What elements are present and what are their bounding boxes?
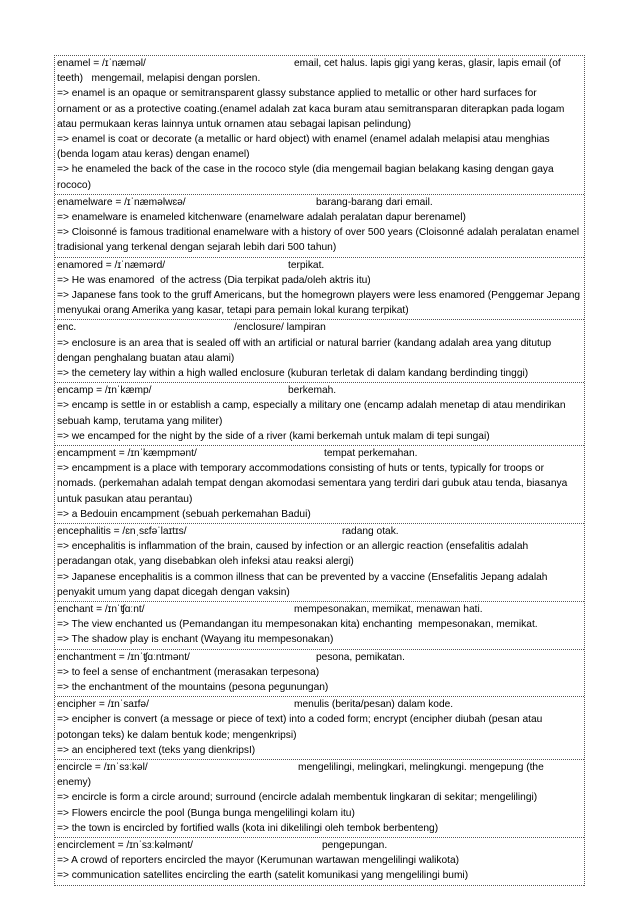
entry-header [57,602,582,617]
entry-definition: menulis (berita/pesan) dalam kode. [294,699,454,711]
entry-term: encirclement = /ɪnˈsɜːkəlmənt/ [57,839,193,851]
entry-term: enamored = /ɪˈnæmərd/ [57,259,166,271]
entry-header [57,524,582,539]
entry-example-line: => the town is encircled by fortified walls (kota ini dikelilingi oleh tembok berbenteng) [57,822,439,834]
entry-example-line: => enamel is coat or decorate (a metallic or hard object) with enamel (enamel adalah melapisi atau menghias (benda logam atau keras) dengan enamel) [57,134,553,161]
entry-example-line: => enclosure is an area that is sealed off with an artificial or natural barrier (kandang adalah area yang ditutup dengan penghalang buatan atau alami) [57,337,555,364]
entry-example-line: => encampment is a place with temporary accommodations consisting of huts or tents, typically for troops or nomads. (perkemahan adalah tempat dengan akomodasi sementara yang terdiri dari gubuk atau tenda, biasanya untuk pasukan atau perantau) [57,463,571,505]
dictionary-entry [55,760,584,838]
entry-example-line: => the cemetery lay within a high walled enclosure (kuburan terletak di dalam kandang berdinding tinggi) [57,368,529,379]
entry-term: encamp = /ɪnˈkæmp/ [57,385,152,397]
entry-example-line: => encamp is settle in or establish a camp, especially a military one (encamp adalah menetap di atau mendirikan sebuah kamp, terutama yang militer) [57,400,569,427]
entry-example-line: => Japanese encephalitis is a common illness that can be prevented by a vaccine (Ensefalitis Jepang adalah penyakit umum yang dapat dicegah dengan vaksin) [57,571,551,598]
dictionary-entry [55,56,584,195]
entry-header [57,56,582,71]
dictionary-entry [55,446,584,524]
entry-definition: /enclosure/ lampiran [234,322,326,334]
entry-example-line: => Cloisonné is famous traditional enamelware with a history of over 500 years (Cloisonné adalah peralatan enamel tradisional yang terkenal dengan sejarah lebih dari 500 tahun) [57,227,582,254]
entry-example-line: => a Bedouin encampment (sebuah perkemahan Badui) [57,508,311,520]
entry-example-line: => an enciphered text (teks yang dienkripsI) [57,744,256,756]
entry-definition: radang otak. [342,526,399,537]
entry-header [57,697,582,712]
entry-definition-continued: enemy) [57,777,91,789]
dictionary-entry [55,258,584,321]
entry-term: encircle = /ɪnˈsɜːkəl/ [57,761,148,773]
dictionary-entry [55,602,584,650]
dictionary-entry [55,383,584,446]
entry-header [57,650,582,665]
dictionary-entry [55,697,584,760]
entry-definition: mengelilingi, melingkari, melingkungi. mengepung (the [298,761,544,773]
entry-term: enc. [57,322,77,334]
entry-term: enchantment = /ɪnˈʧɑːntmənt/ [57,651,190,663]
entry-example-line: => to feel a sense of enchantment (merasakan terpesona) [57,666,320,678]
dictionary-entry [55,838,584,886]
dictionary-entry [55,524,584,602]
entry-example-line: => we encamped for the night by the side of a river (kami berkemah untuk malam di tepi sungai) [57,430,490,442]
entry-term: encipher = /ɪnˈsaɪfə/ [57,699,149,711]
entry-definition: email, cet halus. lapis gigi yang keras, glasir, lapis email (of [294,58,561,69]
entry-term: encephalitis = /ɛnˌsɛfəˈlaɪtɪs/ [57,526,187,537]
entry-example-line: => enamel is an opaque or semitransparent glassy substance applied to metallic or other hard surfaces for ornament or as a protective coating.(enamel adalah zat kaca buram atau semitransparan diterapkan pada logam atau permukaan keras lainnya untuk ornamen atau sebagai lapisan pelindung) [57,88,568,130]
entry-definition-continued: teeth) mengemail, melapisi dengan porslen. [57,73,261,85]
entry-example-line: => The shadow play is enchant (Wayang itu mempesonakan) [57,634,334,646]
dictionary-page [54,55,585,886]
entry-header [57,838,582,853]
entry-definition: tempat perkemahan. [324,448,418,459]
entry-example-line: => communication satellites encircling the earth (satelit komunikasi yang mengelilingi bumi) [57,870,469,882]
entry-example-line: => The view enchanted us (Pemandangan itu mempesonakan kita) enchanting mempesonakan, memikat. [57,619,538,631]
dictionary-entry [55,320,584,383]
entry-example-line: => Japanese fans took to the gruff Americans, but the homegrown players were less enamored (Penggemar Jepang menyukai orang Amerika yang kasar, tetapi para pemain lokal kurang terpikat) [57,290,583,317]
entry-example-line: => the enchantment of the mountains (pesona pegunungan) [57,681,329,693]
dictionary-entry [55,195,584,258]
dictionary-entry [55,650,584,698]
entry-example-line: => Flowers encircle the pool (Bunga bunga mengelilingi kolam itu) [57,807,355,819]
entry-example-line: => enamelware is enameled kitchenware (enamelware adalah peralatan dapur berenamel) [57,212,466,223]
entry-example-line: => A crowd of reporters encircled the mayor (Kerumunan wartawan mengelilingi walikota) [57,855,460,867]
entry-example-line: => encircle is form a circle around; surround (encircle adalah membentuk lingkaran di sekitar; mengelilingi) [57,792,538,804]
entry-definition: pesona, pemikatan. [316,651,405,663]
entry-header [57,258,582,273]
entry-term: enchant = /ɪnˈʧɑːnt/ [57,604,145,615]
entry-definition: berkemah. [288,385,337,397]
entry-term: enamel = /ɪˈnæməl/ [57,58,146,69]
entry-header [57,320,582,335]
entry-definition: barang-barang dari email. [316,196,433,208]
entry-example-line: => He was enamored of the actress (Dia terpikat pada/oleh aktris itu) [57,274,371,286]
entry-example-line: => he enameled the back of the case in the rococo style (dia mengemail bagian belakang kasing dengan gaya rococo) [57,164,557,191]
entry-term: encampment = /ɪnˈkæmpmənt/ [57,448,197,459]
entry-definition: mempesonakan, memikat, menawan hati. [294,604,483,615]
entry-header [57,383,582,398]
entry-header [57,446,582,461]
entry-definition: terpikat. [288,259,325,271]
entry-term: enamelware = /ɪˈnæməlwɛə/ [57,196,186,208]
entry-definition: pengepungan. [322,839,388,851]
entry-header [57,195,582,210]
entry-header [57,760,582,775]
entry-example-line: => encephalitis is inflammation of the brain, caused by infection or an allergic reaction (ensefalitis adalah peradangan otak, yang disebabkan oleh infeksi atau reaksi alergi) [57,541,532,568]
entry-example-line: => encipher is convert (a message or piece of text) into a coded form; encrypt (encipher diubah (pesan atau potongan teks) ke dalam bentuk kode; mengenkripsi) [57,714,546,741]
